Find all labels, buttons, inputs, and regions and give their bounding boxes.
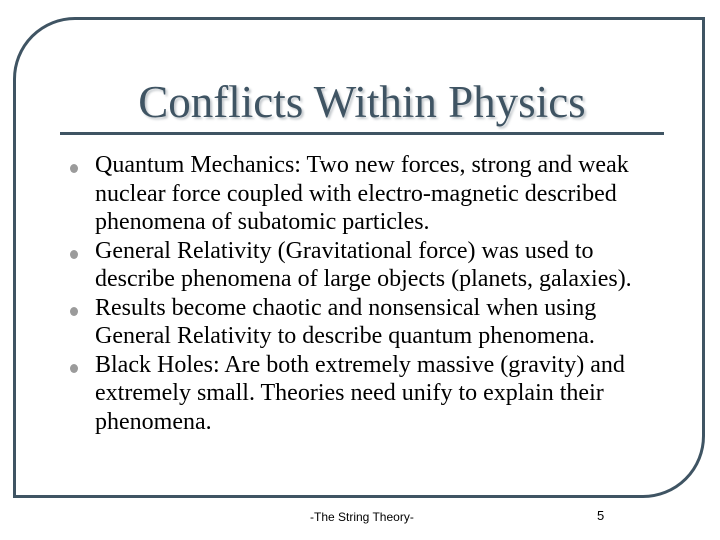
page-number: 5 bbox=[597, 508, 605, 523]
bullet-text: Quantum Mechanics: Two new forces, strong and weak nuclear force coupled with electro-magnetic described phenomena of subatomic particles. bbox=[95, 152, 629, 235]
bullet-item bbox=[70, 151, 670, 237]
slide-title: Conflicts Within Physics bbox=[138, 77, 586, 127]
slide-footer: -The String Theory- bbox=[310, 510, 414, 524]
title-underline-rule bbox=[60, 132, 664, 135]
bullet-item bbox=[70, 294, 670, 351]
bullet-text: Black Holes: Are both extremely massive (gravity) and extremely small. Theories need unify to explain their phenomena. bbox=[95, 351, 625, 435]
bullet-dot-icon bbox=[70, 307, 78, 316]
bullet-dot-icon bbox=[70, 250, 78, 259]
bullet-text: Results become chaotic and nonsensical when using General Relativity to describe quantum phenomena. bbox=[95, 294, 597, 349]
bullet-item bbox=[70, 351, 670, 437]
bullet-dot-icon bbox=[70, 364, 78, 373]
bullet-dot-icon bbox=[70, 164, 78, 173]
bullet-list bbox=[70, 151, 670, 436]
bullet-text: General Relativity (Gravitational force) was used to describe phenomena of large objects (planets, galaxies). bbox=[95, 237, 632, 292]
bullet-item bbox=[70, 237, 670, 294]
